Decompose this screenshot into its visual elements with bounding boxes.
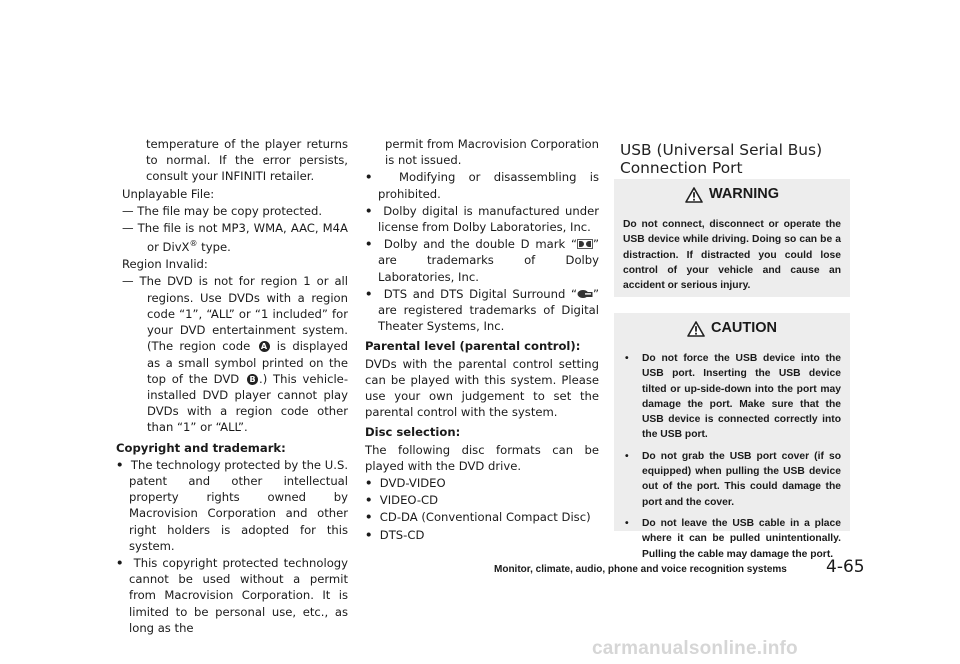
bullet-dot: • — [365, 237, 373, 252]
trademark-item-4 — [365, 286, 599, 335]
footer-section-title: Monitor, climate, audio, phone and voice recognition systems — [494, 564, 787, 575]
bullet-dot: • — [365, 170, 373, 185]
caution-label: CAUTION — [710, 320, 778, 337]
error-continuation: temperature of the player returns to normal. If the error persists, consult your INFINITI retailer. — [146, 137, 348, 184]
caution-triangle-icon — [687, 321, 705, 337]
usb-section-title: USB (Universal Serial Bus) Connection Port — [620, 141, 823, 177]
caution-header — [614, 313, 850, 345]
trademark-item-4-text-b: ” are registered trademarks of Digital Theater Systems, Inc. — [378, 286, 599, 334]
caution-item — [623, 516, 841, 562]
caution-item-text: Do not force the USB device into the USB port. Inserting the USB device tilted or up-side-down into the port may damage the port. Make sure that the USB device is connected correctly into the USB port. — [642, 353, 841, 441]
copyright-item-2 — [116, 555, 348, 636]
trademark-item-1 — [365, 169, 599, 201]
warning-box — [614, 179, 850, 297]
region-heading: Region Invalid: — [122, 257, 208, 272]
watermark: carmanualsonline.info — [592, 638, 798, 659]
region-text-3: .) This vehicle-installed DVD player cannot play DVDs with a region code other than “1” or “ALL”. — [147, 371, 349, 435]
caution-list — [614, 345, 850, 562]
dolby-logo-icon — [577, 239, 593, 249]
disc-text: The following disc formats can be played with the DVD drive. — [365, 442, 599, 473]
unplayable-item-1: — The file may be copy protected. — [122, 203, 323, 218]
bullet-dot: • — [365, 493, 373, 508]
macrovision-continuation: permit from Macrovision Corporation is not issued. — [385, 137, 599, 168]
column-left — [116, 136, 348, 637]
bullet-dot: • — [365, 510, 373, 525]
caution-box — [614, 313, 850, 560]
parental-text: DVDs with the parental control setting can be played with this system. Please use your own judgement to set the parental control with the system. — [365, 356, 599, 420]
unplayable-item-2-end: type. — [197, 240, 231, 255]
callout-a-badge: A — [259, 341, 270, 352]
trademark-item-1-text: Modifying or disassembling is prohibited. — [378, 170, 599, 201]
copyright-heading: Copyright and trademark: — [116, 440, 286, 455]
dts-logo-icon — [577, 289, 593, 299]
format-item — [365, 527, 599, 543]
warning-label: WARNING — [708, 186, 780, 203]
format-item — [365, 509, 599, 525]
bullet-dot: • — [365, 286, 373, 301]
unplayable-heading: Unplayable File: — [122, 186, 215, 201]
format-item-text: DVD-VIDEO — [379, 476, 446, 491]
bullet-dot: • — [365, 476, 373, 491]
format-item — [365, 475, 599, 491]
trademark-item-3-text-a: Dolby and the double D mark “ — [383, 237, 577, 252]
bullet-dot: • — [365, 203, 373, 218]
copyright-item-1 — [116, 457, 348, 554]
trademark-item-2-text: Dolby digital is manufactured under license from Dolby Laboratories, Inc. — [378, 203, 599, 235]
trademark-item-3 — [365, 236, 599, 285]
format-item-text: VIDEO-CD — [379, 493, 439, 508]
region-text-2: is displayed as a small symbol printed on the top of the DVD — [147, 339, 348, 386]
warning-text: Do not connect, disconnect or operate the USB device while driving. Doing so can be a distraction. If distracted you could lose control of your vehicle and cause an accident or serious injury. — [623, 219, 841, 292]
bullet-dot: • — [365, 527, 373, 542]
caution-item-text: Do not leave the USB cable in a place where it can be pulled unintentionally. Pulling the cable may damage the port. — [642, 517, 841, 560]
parental-heading: Parental level (parental control): — [365, 339, 581, 354]
unplayable-item-2-text: — The file is not MP3, WMA, AAC, M4A or DivX — [122, 221, 348, 255]
bullet-dot: • — [116, 555, 124, 570]
copyright-item-2-text: This copyright protected technology cannot be used without a permit from Macrovision Corporation. It is limited to be personal use, etc., as long as the — [129, 555, 349, 635]
page-number: 4-65 — [826, 557, 865, 577]
bullet-dot: • — [116, 457, 124, 472]
warning-header — [614, 179, 850, 211]
format-item-text: DTS-CD — [379, 527, 425, 542]
bullet-dot: • — [625, 450, 629, 462]
disc-heading: Disc selection: — [365, 425, 461, 440]
callout-b-badge: B — [247, 374, 258, 385]
trademark-item-4-text-a: DTS and DTS Digital Surround “ — [383, 286, 577, 301]
bullet-dot: • — [625, 353, 629, 364]
caution-item-text: Do not grab the USB port cover (if so equipped) when pulling the USB device out of the port. This could damage the port and the cover. — [642, 450, 841, 508]
unplayable-item-2 — [116, 220, 348, 255]
trademark-item-2 — [365, 203, 599, 235]
trademark-item-3-text-b: ” are trademarks of Dolby Laboratories, Inc. — [378, 237, 599, 284]
region-text-1: — The DVD is not for region 1 or all regions. Use DVDs with a region code “1”, “ALL” or “1 included” for your DVD entertainment system. (The region code — [122, 274, 348, 354]
registered-mark: ® — [189, 239, 198, 249]
warning-triangle-icon — [685, 187, 703, 203]
copyright-item-1-text: The technology protected by the U.S. patent and other intellectual property rights owned by Macrovision Corporation and other right holders is adopted for this system. — [129, 457, 348, 553]
format-item — [365, 492, 599, 508]
region-item — [116, 273, 348, 435]
bullet-dot: • — [625, 517, 629, 529]
column-middle — [365, 136, 599, 544]
caution-item — [623, 449, 841, 510]
format-item-text: CD-DA (Conventional Compact Disc) — [379, 510, 591, 525]
caution-item — [623, 351, 841, 443]
